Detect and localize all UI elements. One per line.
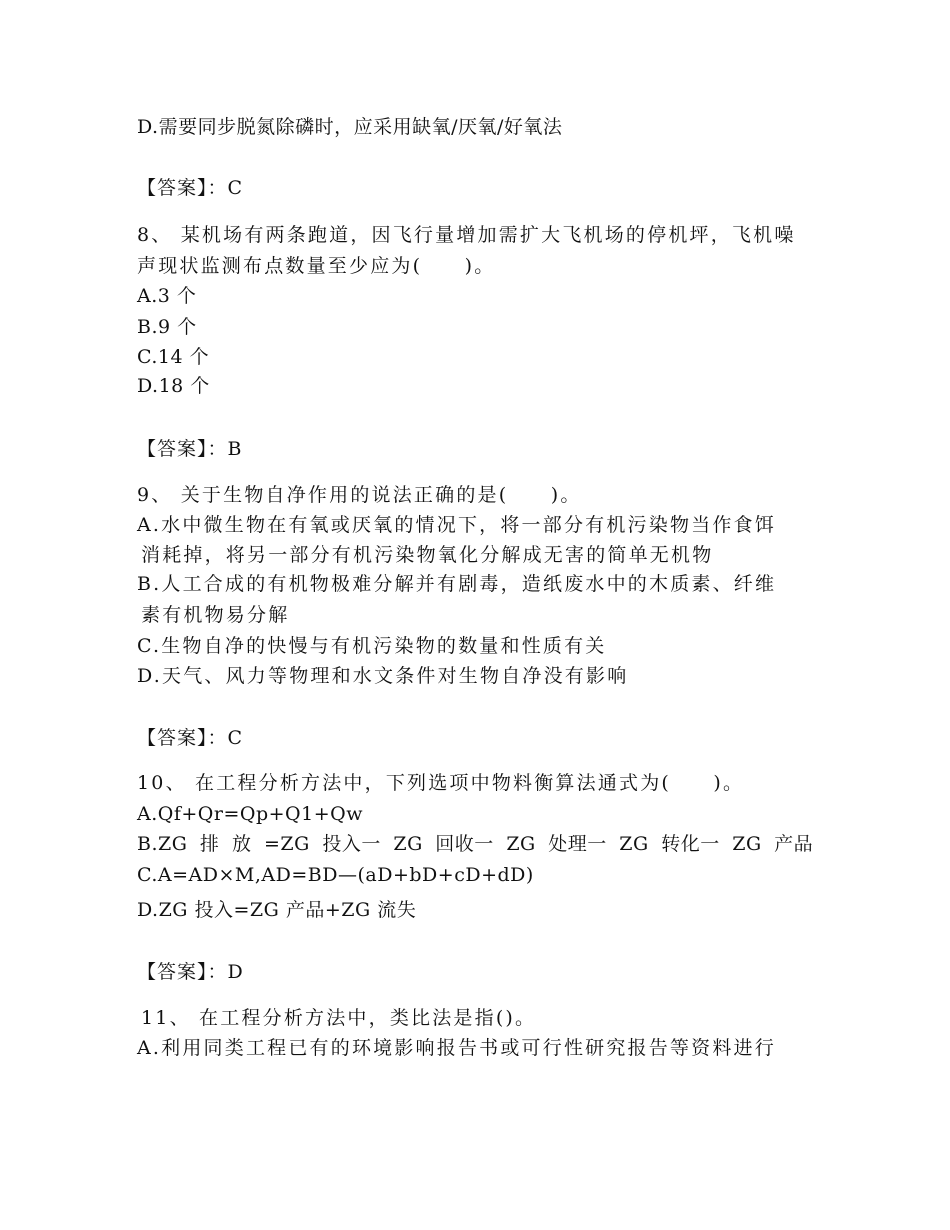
q10-option-b: B.ZG 排 放 =ZG 投入一 ZG 回收一 ZG 处理一 ZG 转化一 ZG 产品: [137, 833, 814, 855]
q8-option-c: C.14 个: [137, 346, 210, 368]
q9-stem: 9、 关于生物自净作用的说法正确的是( )。: [137, 484, 582, 506]
q9-option-a-line-2: 消耗掉，将另一部分有机污染物氧化分解成无害的简单无机物: [141, 544, 714, 566]
q8-answer: 【答案】：B: [137, 438, 243, 460]
q8-stem-line-1: 8、 某机场有两条跑道，因飞行量增加需扩大飞机场的停机坪，飞机噪: [137, 224, 796, 246]
q8-stem-line-2: 声现状监测布点数量至少应为( )。: [137, 255, 496, 277]
q10-answer: 【答案】：D: [137, 961, 244, 983]
q8-option-d: D.18 个: [137, 375, 210, 397]
q10-option-d: D.ZG 投入=ZG 产品+ZG 流失: [137, 899, 417, 921]
q8-option-b: B.9 个: [137, 316, 197, 338]
q7-option-d: D.需要同步脱氮除磷时，应采用缺氧/厌氧/好氧法: [137, 116, 563, 138]
q9-option-b-line-1: B.人工合成的有机物极难分解并有剧毒，造纸废水中的木质素、纤维: [137, 573, 777, 595]
q9-option-b-line-2: 素有机物易分解: [141, 604, 290, 626]
q10-option-a: A.Qf+Qr=Qp+Q1+Qw: [137, 803, 363, 825]
q7-answer: 【答案】：C: [137, 177, 244, 199]
q9-option-d: D.天气、风力等物理和水文条件对生物自净没有影响: [137, 665, 629, 687]
q9-answer: 【答案】：C: [137, 727, 244, 749]
q11-stem: 11、 在工程分析方法中，类比法是指()。: [141, 1007, 537, 1029]
q11-option-a-line-1: A.利用同类工程已有的环境影响报告书或可行性研究报告等资料进行: [137, 1037, 776, 1059]
q8-option-a: A.3 个: [137, 285, 197, 307]
q10-option-c: C.A=AD×M,AD=BD—(aD+bD+cD+dD): [137, 864, 534, 886]
q10-stem: 10、 在工程分析方法中，下列选项中物料衡算法通式为( )。: [137, 772, 745, 794]
q9-option-a-line-1: A.水中微生物在有氧或厌氧的情况下，将一部分有机污染物当作食饵: [137, 514, 776, 536]
q9-option-c: C.生物自净的快慢与有机污染物的数量和性质有关: [137, 635, 607, 657]
